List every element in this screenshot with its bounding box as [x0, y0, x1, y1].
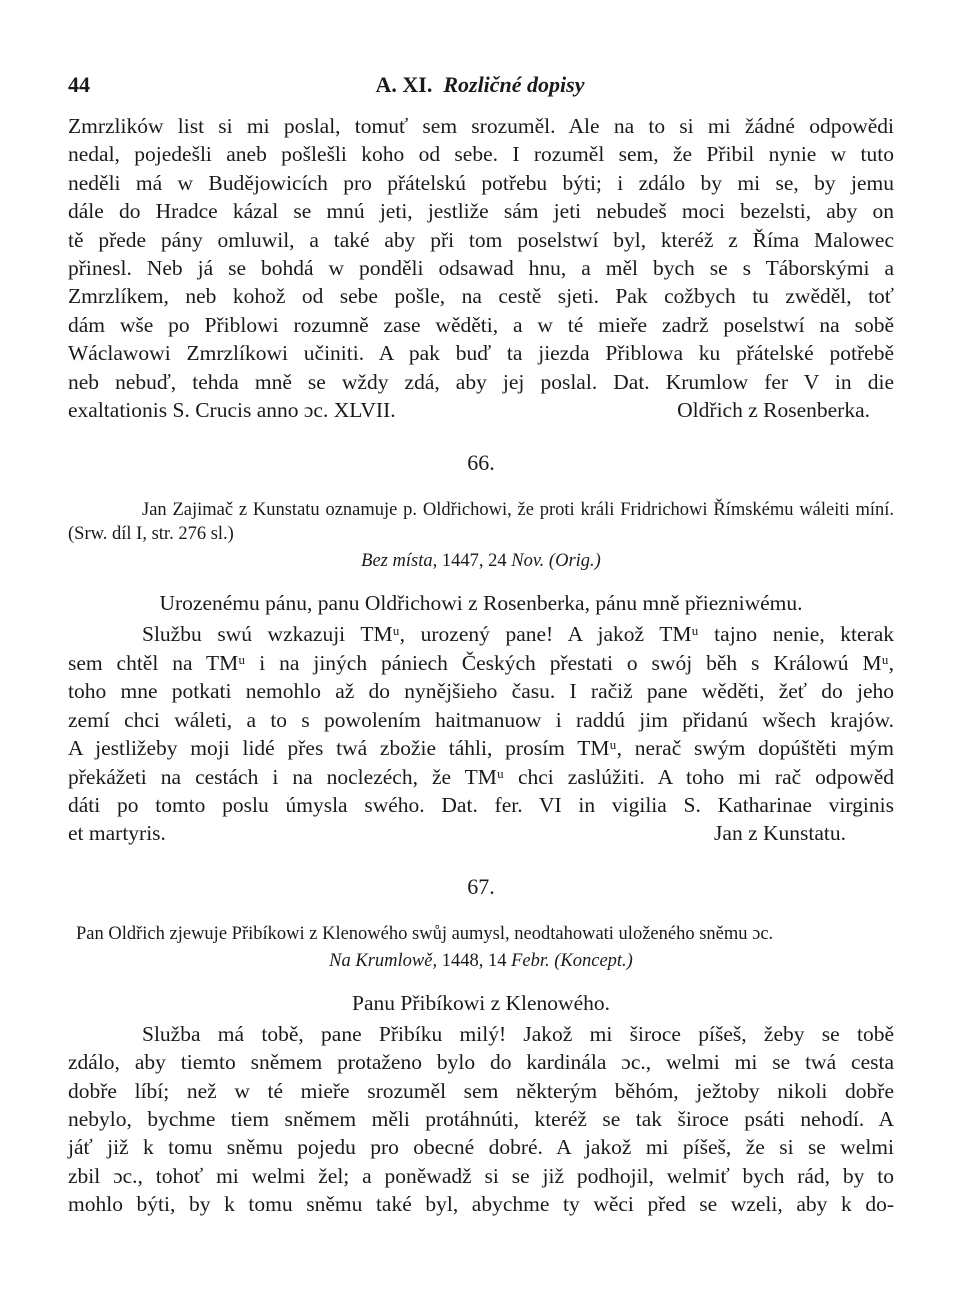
text-line: neděli má w Budějowicích pro přátelskú potřebu býti; i zdálo by mi se, by jemu — [68, 170, 894, 195]
letter-address: Urozenému pánu, panu Oldřichowi z Rosenberka, pánu mně přiezniwému. — [159, 591, 803, 616]
letter-summary: Jan Zajimač z Kunstatu oznamuje p. Oldřichowi, že proti králi Fridrichowi Římskému wáleiti míní. (Srw. díl I, str. 276 sl.) — [68, 500, 894, 545]
letter-66-text — [68, 620, 894, 847]
section-title: Rozličné dopisy — [443, 72, 585, 97]
closing-text: exaltationis S. Crucis anno ɔc. XLVII. — [68, 398, 396, 423]
text-line: Zmrzlíkem, neb kohož od sebe pošle, na cestě sjeti. Pak cožbych tu zwěděl, toť — [68, 284, 894, 309]
source-month: Nov. — [511, 551, 545, 572]
text-line: Wáclawowi Zmrzlíkowi učiniti. A pak buď ta jiezda Přiblowa ku přátelské potřebě — [68, 341, 894, 366]
letter-65-text — [68, 112, 894, 424]
letter-summary: Pan Oldřich zjewuje Přibíkowi z Klenowého swůj aumysl, neodtahowati uloženého sněmu ɔc. — [76, 923, 774, 944]
closing-line — [68, 819, 894, 847]
page-number: 44 — [68, 72, 90, 97]
source-note — [68, 948, 894, 974]
source-place: Bez místa, — [361, 551, 438, 572]
text-line: dobře líbí; než w té mieře srozuměl sem některým běhóm, ježtoby nikoli dobře — [68, 1078, 894, 1103]
source-date: 1448, 14 — [441, 950, 507, 971]
text-line: nebylo, bychme tiem sněmem měli protáhnúti, kteréž se tak široce psáti nehodí. A — [68, 1106, 894, 1131]
text-line: mohlo býti, by k tomu sněmu také byl, abychme ty wěci před se wzeli, aby k do- — [68, 1192, 894, 1217]
text-line: Zmrzlików list si mi poslal, tomuť sem srozuměl. Ale na to si mi žádné odpowědi — [68, 114, 894, 138]
text-line: Službu swú wzkazuji TMᵘ, urozený pane! A jakož TMᵘ tajno nenie, kterak — [142, 622, 894, 647]
text-line: jáť již k tomu sněmu pojedu pro obecné dobré. A jakož mi píšeš, že si se welmi — [68, 1135, 894, 1160]
letter-number: 66. — [467, 450, 495, 476]
text-line: toho mne potkati nemohlo až do nynějšieho času. I račiž pane wěděti, žeť do jeho — [68, 679, 894, 704]
text-line: dáti po tomto poslu úmysla swého. Dat. fer. VI in vigilia S. Katharinae virginis — [68, 792, 894, 817]
text-line: tě přede pány omluwil, a také aby při tom poselstwí byl, kteréž z Říma Malowec — [68, 227, 894, 252]
running-title — [68, 72, 892, 98]
text-line: zbil ɔc., tohoť mi welmi žel; a poněwadž si se již podhojil, welmiť bych rád, by to — [68, 1163, 894, 1188]
text-line: Služba má tobě, pane Přibíku milý! Jakož mi široce píšeš, žeby se tobě — [142, 1021, 894, 1046]
text-line: nedal, pojedešli aneb pošlešli koho od sebe. I rozuměl sem, že Přibil nynie w tuto — [68, 142, 894, 167]
signature: Oldřich z Rosenberka. — [677, 398, 870, 423]
signature: Jan z Kunstatu. — [714, 821, 846, 846]
letter-67-text — [68, 1020, 894, 1219]
text-line: zdálo, aby tiemto sněmem protaženo bylo do kardinála ɔc., welmi mi se twá cesta — [68, 1050, 894, 1075]
series-label: A. XI. — [375, 72, 433, 97]
text-line: sem chtěl na TMᵘ i na jiných pániech Českých přestati o swój běh s Králowú Mᵘ, — [68, 650, 894, 675]
text-line: neb nebuď, tehda mně se wždy zdá, aby jej poslal. Dat. Krumlow fer V in die — [68, 369, 894, 394]
source-month: Febr. — [511, 950, 550, 971]
closing-line — [68, 396, 894, 424]
text-line: dám wše po Přiblowi rozumně zase wěděti, a w té mieře zadrž poselstwí na sobě — [68, 312, 894, 337]
source-type: (Orig.) — [548, 551, 601, 572]
text-line: přinesl. Neb já se bohdá w ponděli odsawad hnu, a měl bych se s Táborskými a — [68, 256, 894, 281]
text-line: překážeti na cestách i na noclezéch, že TMᵘ chci zaslúžiti. A toho mi rač odpowěd — [68, 764, 894, 789]
running-header — [68, 72, 892, 102]
source-note — [68, 548, 894, 574]
letter-address: Panu Přibíkowi z Klenowého. — [352, 990, 610, 1015]
closing-text: et martyris. — [68, 821, 166, 846]
text-line: A jestližeby moji lidé přes twá zbožie táhli, prosím TMᵘ, nerač swým dopúštěti mým — [68, 736, 894, 761]
text-line: zemí chci wáleti, a to s powolením haitmanuow i raddú jim přidanú wšech krajów. — [68, 707, 894, 732]
letter-number: 67. — [467, 873, 495, 899]
page-body — [68, 112, 894, 1219]
source-date: 1447, 24 — [441, 551, 507, 572]
source-place: Na Krumlowě, — [329, 950, 438, 971]
text-line: dále do Hradce kázal se mnú jeti, jestliže sám jeti nebudeš moci bezelsti, aby on — [68, 199, 894, 224]
source-type: (Koncept.) — [554, 950, 633, 971]
